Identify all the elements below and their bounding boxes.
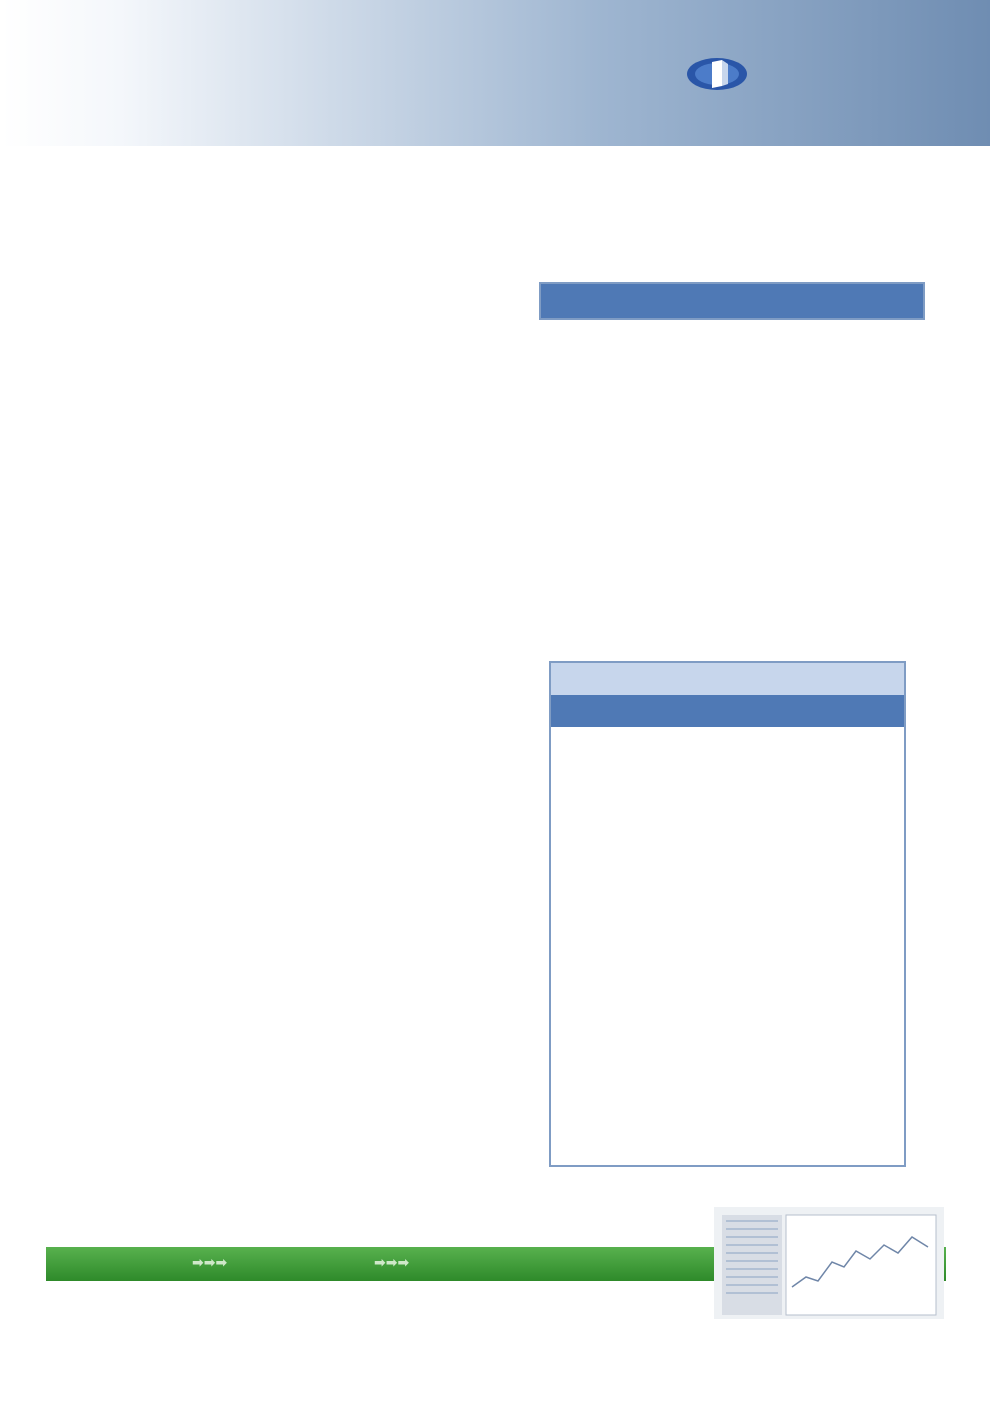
quote-header-row (540, 283, 924, 319)
header-close (734, 283, 796, 319)
quote-table (539, 282, 925, 320)
header-high (857, 283, 924, 319)
cftc-header-row (551, 695, 904, 727)
header-pair (540, 283, 672, 319)
brand-logo-icon (686, 56, 748, 92)
cftc-title (551, 663, 904, 695)
header-low (795, 283, 857, 319)
header-open (672, 283, 734, 319)
arrow-icon: ➡➡➡ (374, 1255, 410, 1271)
arrow-icon: ➡➡➡ (192, 1255, 228, 1271)
page-header (2, 0, 990, 146)
mt4-banner[interactable] (46, 1205, 946, 1323)
cftc-table (549, 661, 906, 1167)
monitor-chart-icon (714, 1207, 944, 1319)
